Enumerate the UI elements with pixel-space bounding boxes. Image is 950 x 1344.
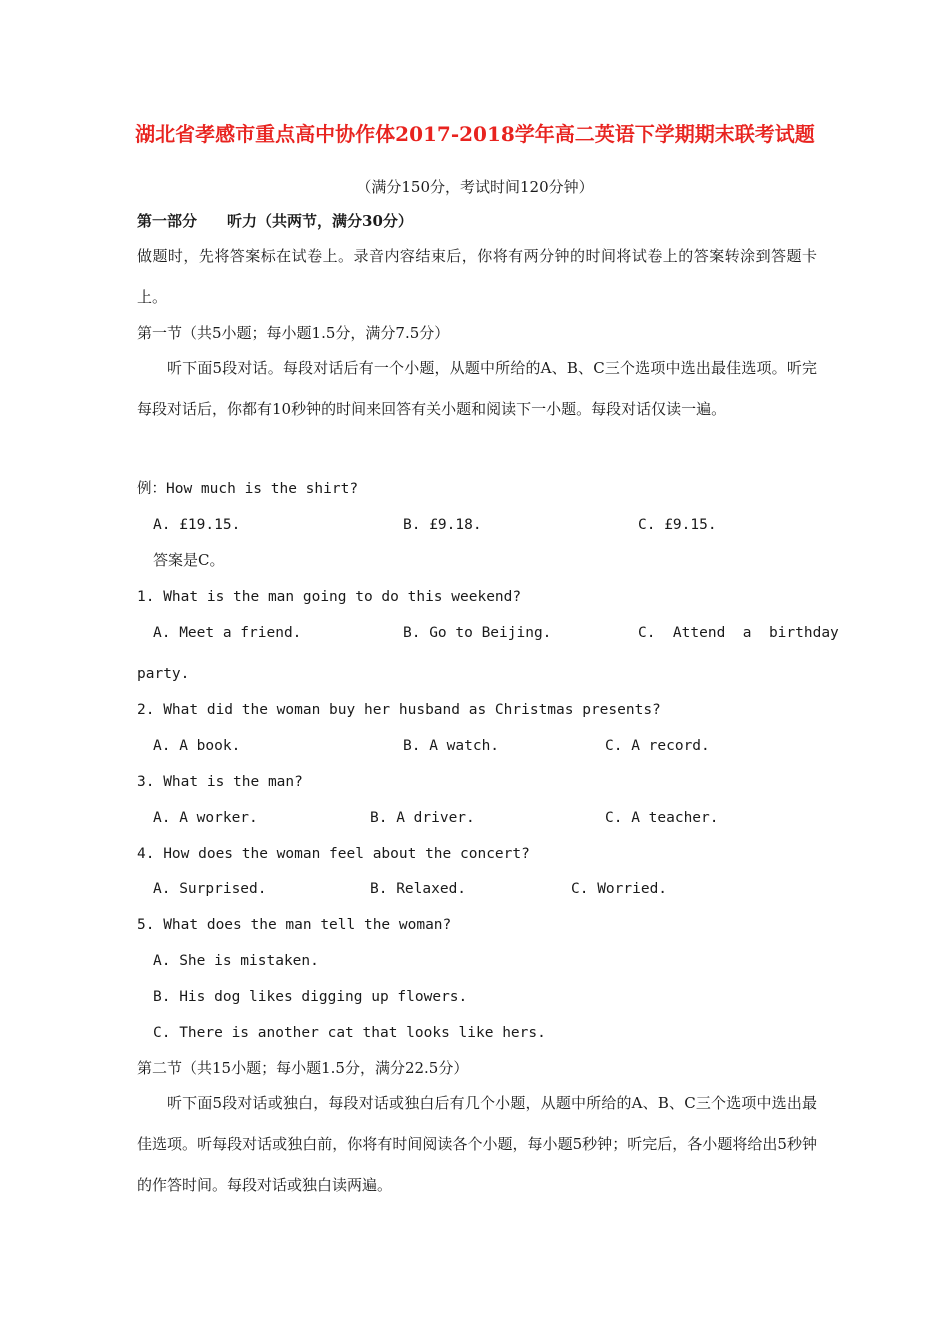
section1-heading: 第一节（共5小题；每小题1.5分，满分7.5分） [137, 324, 450, 342]
section1-instruction: 听下面5段对话。每段对话后有一个小题，从题中所给的A、B、C三个选项中选出最佳选项。听完每段对话后，你都有10秒钟的时间来回答有关小题和阅读下一小题。每段对话仅读一遍。 [137, 359, 817, 418]
example-option-a: A. £19.15. [153, 517, 241, 533]
q5-option-b: B. His dog likes digging up flowers. [153, 989, 468, 1005]
part1-heading: 第一部分 听力（共两节，满分30分） [137, 212, 413, 230]
section2-instruction: 听下面5段对话或独白，每段对话或独白后有几个小题，从题中所给的A、B、C三个选项中选出最佳选项。听每段对话或独白前，你将有时间阅读各个小题，每小题5秒钟；听完后，各小题将给出5秒钟的作答时间。每段对话或独白读两遍。 [137, 1094, 817, 1194]
q5-option-a: A. She is mistaken. [153, 953, 319, 969]
example-option-c: C. £9.15. [638, 517, 717, 533]
q3-option-b: B. A driver. [370, 810, 475, 826]
q4-question: 4. How does the woman feel about the concert? [137, 846, 530, 862]
q2-option-b: B. A watch. [403, 738, 500, 754]
q5-question: 5. What does the man tell the woman? [137, 917, 452, 933]
part1-instruction: 做题时，先将答案标在试卷上。录音内容结束后，你将有两分钟的时间将试卷上的答案转涂到答题卡上。 [137, 247, 817, 306]
exam-subtitle: （满分150分，考试时间120分钟） [356, 178, 594, 196]
q1-option-a: A. Meet a friend. [153, 625, 302, 641]
q4-option-b: B. Relaxed. [370, 881, 467, 897]
q3-option-c: C. A teacher. [605, 810, 719, 826]
q2-option-c: C. A record. [605, 738, 710, 754]
exam-title: 湖北省孝感市重点高中协作体2017-2018学年高二英语下学期期末联考试题 [135, 122, 815, 146]
example-option-b: B. £9.18. [403, 517, 482, 533]
q2-option-a: A. A book. [153, 738, 241, 754]
section2-heading: 第二节（共15小题；每小题1.5分，满分22.5分） [137, 1059, 469, 1077]
q3-option-a: A. A worker. [153, 810, 258, 826]
q4-option-a: A. Surprised. [153, 881, 267, 897]
example-answer: 答案是C。 [153, 551, 225, 569]
q4-option-c: C. Worried. [571, 881, 668, 897]
q1-option-c: C. Attend a birthday [638, 625, 839, 641]
q1-question: 1. What is the man going to do this weekend? [137, 589, 522, 605]
q1-option-b: B. Go to Beijing. [403, 625, 552, 641]
example-question: 例：How much is the shirt? [137, 481, 359, 497]
q3-question: 3. What is the man? [137, 774, 303, 790]
q1-option-c-continued: party. [137, 666, 190, 682]
q5-option-c: C. There is another cat that looks like hers. [153, 1025, 546, 1041]
q2-question: 2. What did the woman buy her husband as Christmas presents? [137, 702, 661, 718]
